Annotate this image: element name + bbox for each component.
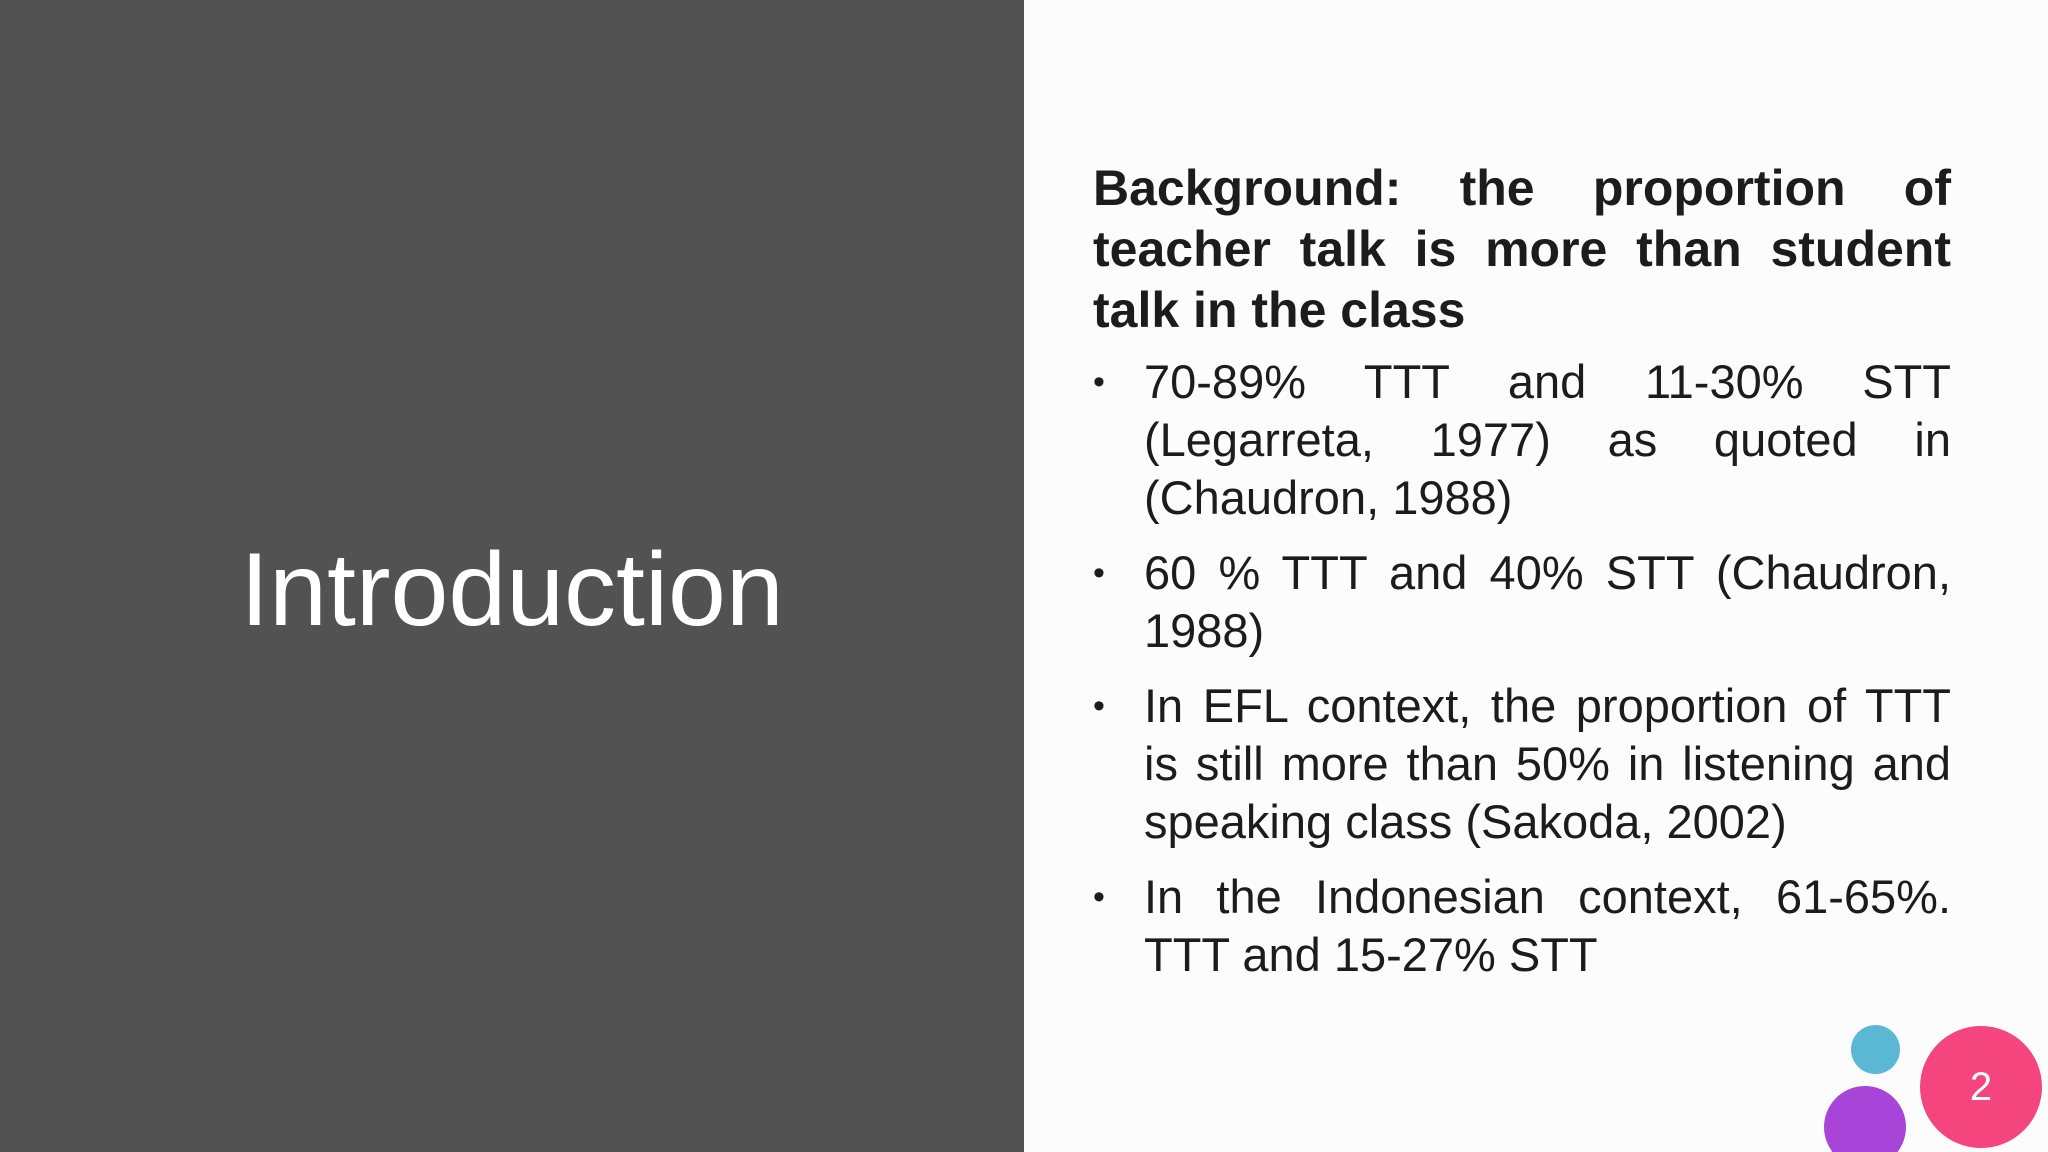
slide-title: Introduction <box>240 532 784 648</box>
bullet-item <box>1093 353 1951 527</box>
bullet-text: In the Indonesian context, 61-65%. TTT and 15-27% STT <box>1144 870 1951 981</box>
bullet-item <box>1093 677 1951 851</box>
page-number-badge: 2 <box>1920 1026 2042 1148</box>
bullet-item <box>1093 544 1951 660</box>
bullet-icon: • <box>1093 554 1105 592</box>
bullet-text: In EFL context, the proportion of TTT is still more than 50% in listening and speaking class (Sakoda, 2002) <box>1144 679 1951 848</box>
bullet-list <box>1093 353 1951 984</box>
bullet-text: 70-89% TTT and 11-30% STT (Legarreta, 1977) as quoted in (Chaudron, 1988) <box>1144 355 1951 524</box>
bullet-icon: • <box>1093 878 1105 916</box>
background-heading: Background: the proportion of teacher talk is more than student talk in the class <box>1093 160 1951 338</box>
bullet-icon: • <box>1093 687 1105 725</box>
bullet-icon: • <box>1093 363 1105 401</box>
bullet-text: 60 % TTT and 40% STT (Chaudron, 1988) <box>1144 546 1951 657</box>
slide-content <box>1093 158 1951 1001</box>
decorative-cyan-dot <box>1851 1025 1900 1074</box>
bullet-item <box>1093 868 1951 984</box>
